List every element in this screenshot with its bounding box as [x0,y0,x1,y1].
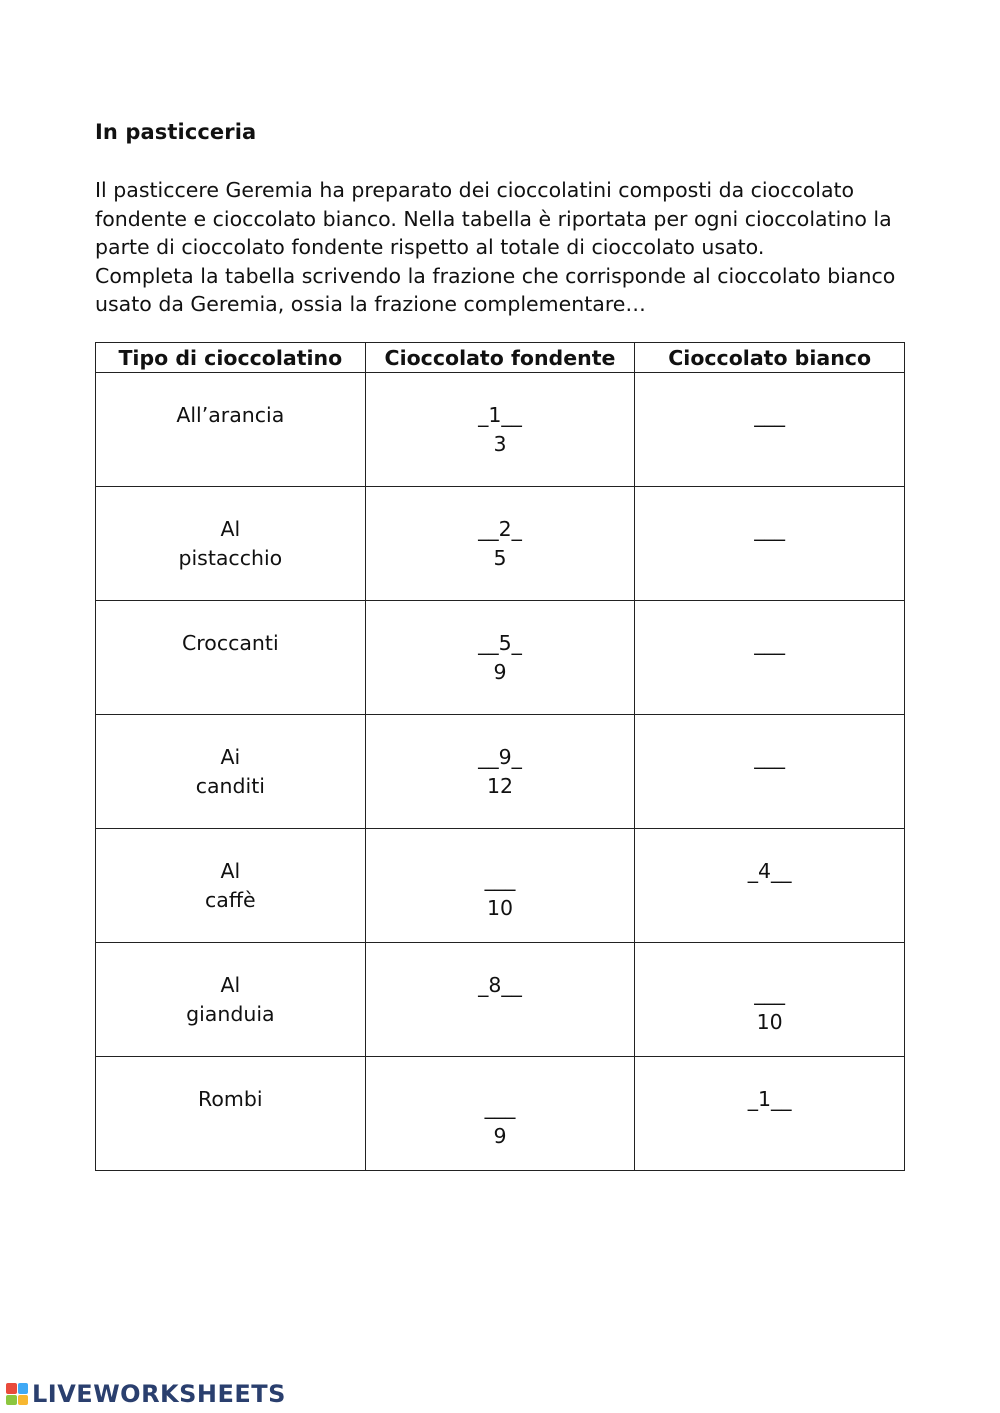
cell-text: _4__ [747,859,792,883]
intro-line: usato da Geremia, ossia la frazione complementare… [95,292,646,317]
cell-text: _1__ [747,1087,792,1111]
bianco-cell[interactable] [635,487,905,601]
tipo-cell [96,601,366,715]
cell-text: 10 [756,1010,783,1034]
cell-text: Rombi [198,1087,263,1111]
logo-text: LIVEWORKSHEETS [32,1380,286,1408]
liveworksheets-logo [6,1380,286,1408]
cell-spacer [366,1085,635,1093]
logo-square [18,1395,29,1406]
table-row [96,373,905,487]
tipo-cell [96,943,366,1057]
table-row [96,829,905,943]
bianco-cell[interactable] [635,943,905,1057]
tipo-cell [96,715,366,829]
intro-paragraph [95,176,915,319]
cell-text: Al [220,859,241,883]
cell-spacer [635,971,904,979]
bianco-cell[interactable] [635,715,905,829]
cell-text: 3 [493,432,507,456]
cell-text: Ai [220,745,241,769]
intro-line: Il pasticcere Geremia ha preparato dei cioccolatini composti da cioccolato [95,178,855,202]
tipo-cell [96,487,366,601]
bianco-cell[interactable] [635,601,905,715]
cell-text: All’arancia [176,403,285,427]
fondente-cell[interactable] [365,943,635,1057]
bianco-cell[interactable] [635,1057,905,1171]
fondente-cell[interactable] [365,373,635,487]
intro-line: fondente e cioccolato bianco. Nella tabella è riportata per ogni cioccolatino la [95,206,892,231]
tipo-cell [96,829,366,943]
header-tipo: Tipo di cioccolatino [96,343,366,373]
cell-text: ___ [754,981,786,1005]
cell-text: pistacchio [178,546,283,570]
bianco-cell[interactable] [635,373,905,487]
cell-text: caffè [205,888,256,912]
cell-text: Al [220,517,241,541]
fractions-table [95,342,905,1171]
cell-text: 9 [493,660,507,684]
tipo-cell [96,1057,366,1171]
table-row [96,487,905,601]
cell-text: ___ [754,631,786,655]
logo-mark-icon [6,1383,28,1405]
cell-text: ___ [754,745,786,769]
cell-text: ___ [754,403,786,427]
cell-text: gianduia [186,1002,275,1026]
intro-line: Completa la tabella scrivendo la frazione che corrisponde al cioccolato bianco [95,263,896,288]
table-row [96,601,905,715]
table-body [96,373,905,1171]
cell-text: canditi [195,774,265,798]
cell-text: 10 [486,896,514,920]
cell-spacer [366,857,635,865]
tipo-cell [96,373,366,487]
bianco-cell[interactable] [635,829,905,943]
cell-text: ___ [484,1095,516,1119]
cell-text: Croccanti [181,631,279,655]
header-fondente: Cioccolato fondente [365,343,635,373]
table-row [96,715,905,829]
worksheet-title: In pasticceria [95,120,257,144]
logo-square [6,1395,17,1406]
intro-line: parte di cioccolato fondente rispetto al totale di cioccolato usato. [95,235,765,260]
cell-text: _8__ [478,973,522,997]
cell-text: 12 [486,774,514,798]
table-row [96,1057,905,1171]
fondente-cell[interactable] [365,487,635,601]
logo-square [18,1383,29,1394]
cell-text: 5 [493,546,507,570]
header-bianco: Cioccolato bianco [635,343,905,373]
fondente-cell[interactable] [365,1057,635,1171]
cell-text: _1__ [478,403,522,427]
fondente-cell[interactable] [365,715,635,829]
cell-text: __2_ [478,517,522,541]
cell-text: ___ [484,867,516,891]
table-row [96,943,905,1057]
cell-text: __5_ [478,631,522,655]
cell-text: 9 [493,1124,507,1148]
fondente-cell[interactable] [365,601,635,715]
cell-text: Al [220,973,241,997]
fondente-cell[interactable] [365,829,635,943]
cell-text: __9_ [478,745,522,769]
table-header-row [96,343,905,373]
cell-text: ___ [754,517,786,541]
logo-square [6,1383,17,1394]
